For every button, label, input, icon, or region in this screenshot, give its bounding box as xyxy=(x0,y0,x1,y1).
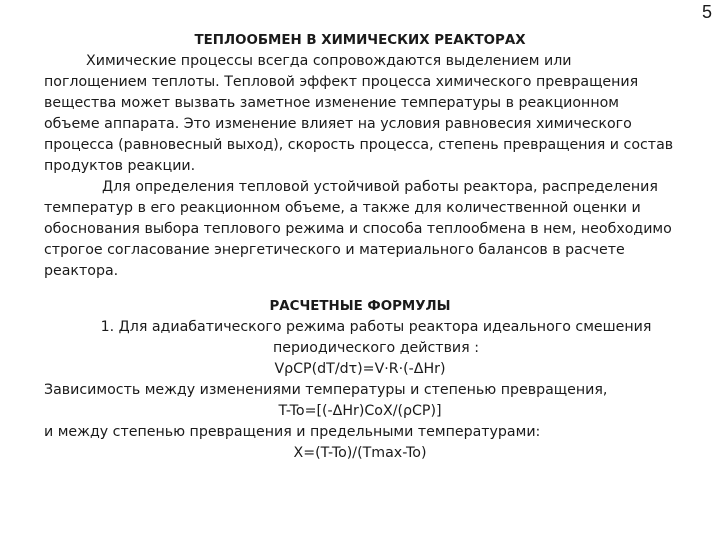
paragraph-balance: Для определения тепловой устойчивой работы реактора, распределения температур в его реакционном объеме, а также для количественной оценки и обоснования выбора теплового режима и способа теплообмена в нем, необходимо строгое согласование энергетического и материального балансов в расчете реактора. xyxy=(44,179,672,279)
section-title: ТЕПЛООБМЕН В ХИМИЧЕСКИХ РЕАКТОРАХ xyxy=(194,33,526,48)
formula-item-1: 1. Для адиабатического режима работы реактора идеального смешения периодического действия : xyxy=(100,319,652,356)
document-body xyxy=(44,30,676,464)
formulas-title: РАСЧЕТНЫЕ ФОРМУЛЫ xyxy=(269,299,451,314)
spacer xyxy=(44,282,676,296)
formula-temperature-conversion: T-To=[(-ΔHr)CoX/(ρCP)] xyxy=(278,403,442,419)
formula-energy-balance: VρCP(dT/dτ)=V·R·(-ΔHr) xyxy=(274,361,446,377)
formula-conversion-degree: X=(T-To)/(Tmax-To) xyxy=(293,445,427,461)
paragraph-intro: Химические процессы всегда сопровождаются выделением или поглощением теплоты. Тепловой эффект процесса химического превращения вещества может вызвать заметное изменение температуры в реакционном объеме аппарата. Это изменение влияет на условия равновесия химического процесса (равновесный выход), скорость процесса, степень превращения и состав продуктов реакции. xyxy=(44,53,674,174)
text-dependency: Зависимость между изменениями температуры и степенью превращения, xyxy=(44,382,608,398)
text-limit-temperatures: и между степенью превращения и предельными температурами: xyxy=(44,424,541,440)
page-number: 5 xyxy=(701,2,712,22)
